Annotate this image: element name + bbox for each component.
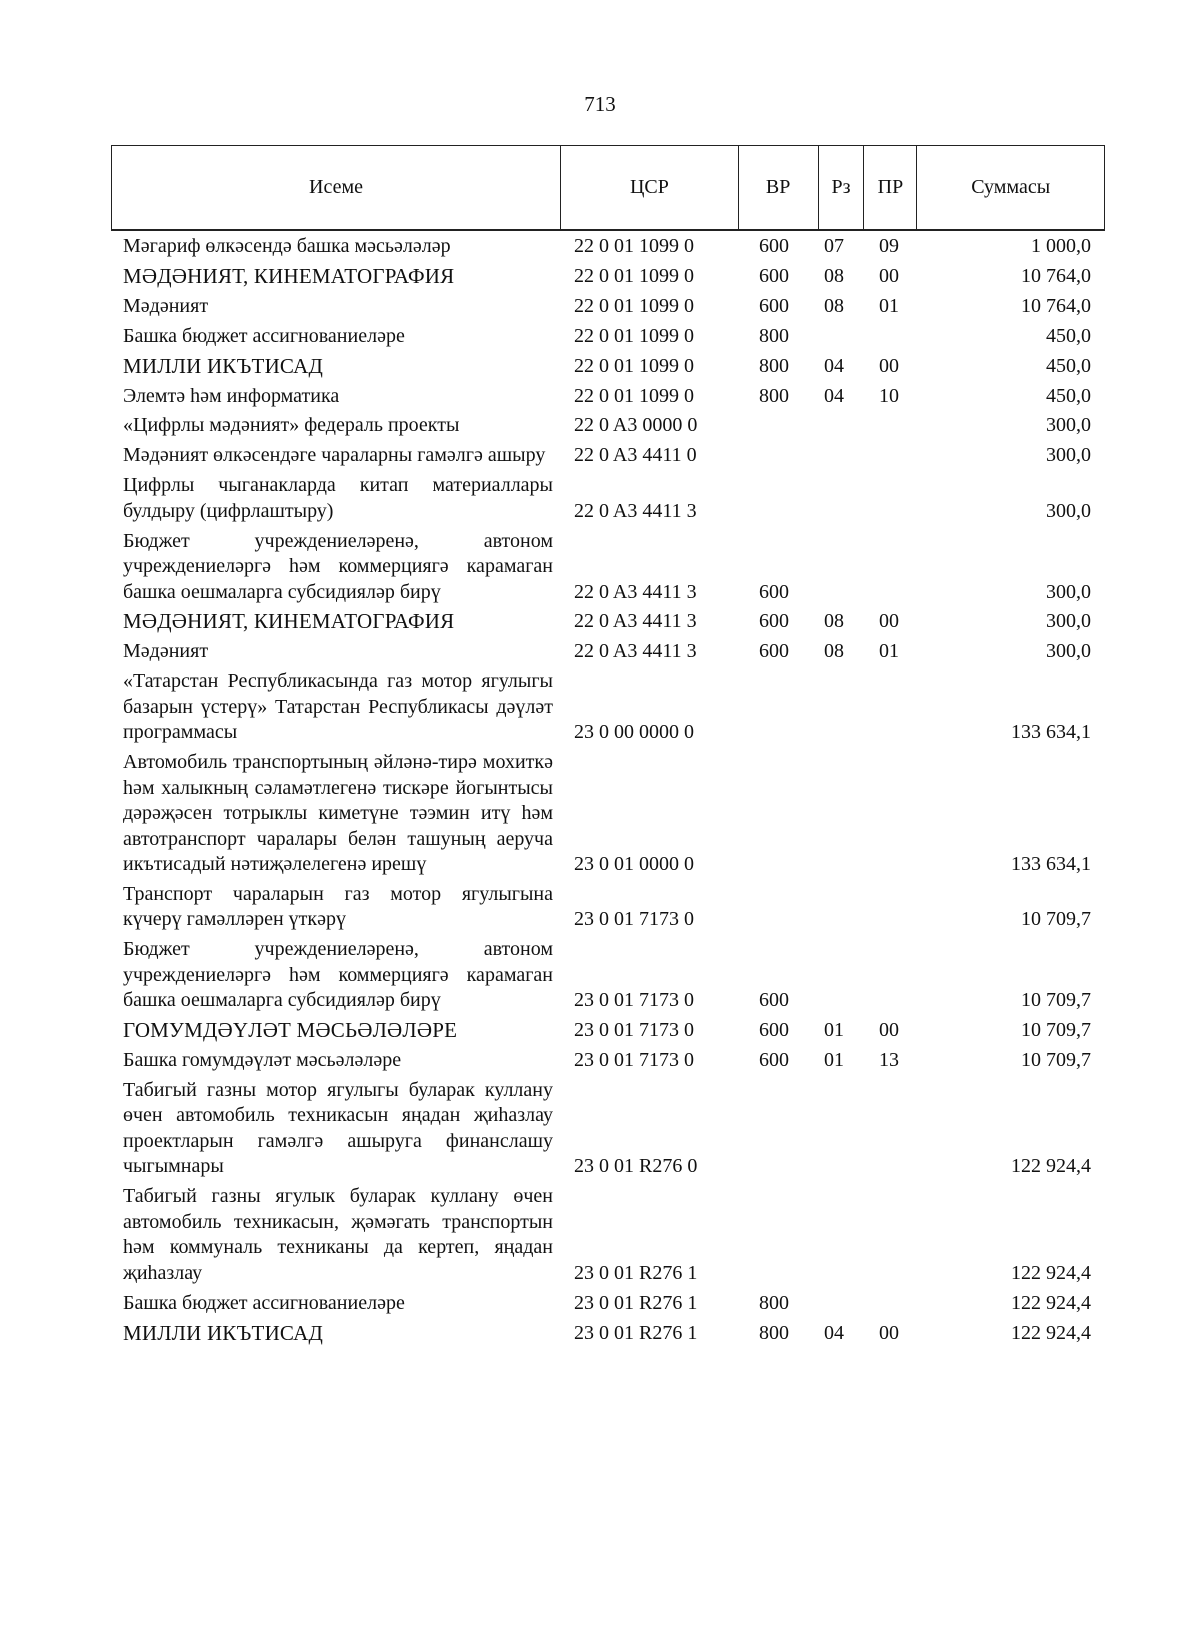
row-sum: 300,0 [1046, 499, 1091, 522]
table-row [111, 526, 1105, 607]
table-row [111, 1182, 1105, 1288]
row-name: Автомобиль транспортының әйләнә-тирә мохиткә һәм халыкның сәламәтлегенә тискәре йогынтысы дәрәҗәсен тотрыклы киметүне тәэмин итү һәм автотранспорт чаралары белән ташуның аеруча икътисадый нәтиҗәлелегенә ирешү [123, 751, 553, 876]
row-vr: 800 [759, 1321, 789, 1344]
row-sum: 10 709,7 [1021, 1049, 1091, 1072]
table-row [111, 262, 1105, 292]
row-name: Башка бюджет ассигнованиеләре [123, 324, 405, 347]
row-sum: 450,0 [1046, 354, 1091, 377]
row-csr: 22 0 A3 4411 3 [574, 580, 697, 603]
table-row [111, 381, 1105, 411]
row-rz: 07 [824, 235, 844, 258]
row-rz: 01 [824, 1019, 844, 1042]
row-vr: 600 [759, 294, 789, 317]
row-sum: 10 709,7 [1021, 989, 1091, 1012]
row-rz: 01 [824, 1049, 844, 1072]
row-pr: 00 [879, 610, 899, 633]
row-csr: 22 0 01 1099 0 [574, 384, 694, 407]
row-rz: 04 [824, 1321, 844, 1344]
table-row [111, 607, 1105, 637]
row-pr: 00 [879, 354, 899, 377]
row-csr: 23 0 01 R276 1 [574, 1291, 698, 1314]
row-csr: 23 0 01 7173 0 [574, 1019, 694, 1042]
row-sum: 133 634,1 [1011, 853, 1091, 876]
header-csr: ЦСР [561, 146, 739, 229]
row-rz: 04 [824, 354, 844, 377]
table-row [111, 1289, 1105, 1319]
row-name: Мәдәният [123, 294, 209, 317]
table-row [111, 322, 1105, 352]
table-row [111, 880, 1105, 935]
row-vr: 600 [759, 610, 789, 633]
row-name: Табигый газны мотор ягулыгы буларак куллану өчен автомобиль техникасын яңадан җиһазлау проектларын гамәлгә ашыруга финанслашу чыгымнары [123, 1078, 553, 1178]
row-name: МӘДӘНИЯТ, КИНЕМАТОГРАФИЯ [123, 609, 455, 634]
row-rz: 04 [824, 384, 844, 407]
row-vr: 800 [759, 324, 789, 347]
table-row [111, 667, 1105, 748]
row-name: ГОМУМДӘҮЛӘТ МӘСЬӘЛӘЛӘРЕ [123, 1018, 458, 1043]
row-csr: 22 0 A3 4411 3 [574, 610, 697, 633]
row-pr: 13 [879, 1049, 899, 1072]
row-vr: 800 [759, 354, 789, 377]
row-sum: 450,0 [1046, 324, 1091, 347]
row-csr: 23 0 01 R276 0 [574, 1155, 698, 1178]
row-name: Мәдәният өлкәсендәге чараларны гамәлгә ашыру [123, 444, 546, 467]
row-csr: 22 0 01 1099 0 [574, 354, 694, 377]
row-name: «Татарстан Республикасында газ мотор ягулыгы базарын үстерү» Татарстан Республикасы дәүләт программасы [123, 670, 553, 744]
header-name: Исеме [112, 146, 561, 229]
row-name: МӘДӘНИЯТ, КИНЕМАТОГРАФИЯ [123, 264, 455, 289]
row-sum: 300,0 [1046, 610, 1091, 633]
row-pr: 01 [879, 294, 899, 317]
row-sum: 10 764,0 [1021, 265, 1091, 288]
page-number: 713 [584, 92, 616, 116]
row-csr: 23 0 01 R276 1 [574, 1321, 698, 1344]
row-vr: 600 [759, 640, 789, 663]
row-rz: 08 [824, 640, 844, 663]
header-vr: ВР [739, 146, 819, 229]
table-row [111, 1318, 1105, 1348]
row-pr: 01 [879, 640, 899, 663]
budget-table [111, 145, 1105, 1348]
row-csr: 22 0 A3 4411 3 [574, 499, 697, 522]
row-csr: 22 0 01 1099 0 [574, 235, 694, 258]
row-name: Цифрлы чыганакларда китап материаллары булдыру (цифрлаштыру) [123, 474, 553, 522]
row-vr: 600 [759, 580, 789, 603]
table-header [111, 145, 1105, 231]
row-sum: 300,0 [1046, 414, 1091, 437]
row-pr: 00 [879, 265, 899, 288]
row-name: МИЛЛИ ИКЪТИСАД [123, 353, 323, 378]
row-csr: 22 0 A3 0000 0 [574, 414, 698, 437]
row-name: Мәдәният [123, 640, 209, 663]
row-vr: 600 [759, 989, 789, 1012]
row-name: Мәгариф өлкәсендә башка мәсьәләләр [123, 235, 451, 258]
row-vr: 800 [759, 384, 789, 407]
row-sum: 10 709,7 [1021, 908, 1091, 931]
row-name: «Цифрлы мәдәният» федераль проекты [123, 414, 460, 437]
row-pr: 10 [879, 384, 899, 407]
row-sum: 1 000,0 [1031, 235, 1091, 258]
row-sum: 450,0 [1046, 384, 1091, 407]
row-pr: 00 [879, 1019, 899, 1042]
row-csr: 23 0 01 0000 0 [574, 853, 694, 876]
table-row [111, 1076, 1105, 1182]
row-pr: 09 [879, 235, 899, 258]
row-csr: 23 0 00 0000 0 [574, 721, 694, 744]
table-row [111, 232, 1105, 262]
row-name: Бюджет учреждениеләренә, автоном учреждениеләргә һәм коммерциягә карамаган башка оешмаларга субсидияләр бирү [123, 938, 553, 1012]
row-pr: 00 [879, 1321, 899, 1344]
table-row [111, 637, 1105, 667]
row-vr: 600 [759, 1049, 789, 1072]
table-row [111, 411, 1105, 441]
row-vr: 600 [759, 265, 789, 288]
row-name: Элемтә һәм информатика [123, 384, 340, 407]
table-body [111, 232, 1105, 1348]
row-csr: 22 0 01 1099 0 [574, 265, 694, 288]
header-pr: ПР [864, 146, 917, 229]
table-row [111, 471, 1105, 526]
row-csr: 23 0 01 R276 1 [574, 1261, 698, 1284]
row-sum: 300,0 [1046, 444, 1091, 467]
row-rz: 08 [824, 610, 844, 633]
row-csr: 23 0 01 7173 0 [574, 989, 694, 1012]
row-sum: 122 924,4 [1011, 1155, 1091, 1178]
table-row [111, 292, 1105, 322]
row-vr: 800 [759, 1291, 789, 1314]
table-row [111, 1016, 1105, 1046]
table-row [111, 748, 1105, 880]
row-csr: 22 0 01 1099 0 [574, 324, 694, 347]
row-csr: 22 0 A3 4411 3 [574, 640, 697, 663]
row-sum: 10 764,0 [1021, 294, 1091, 317]
row-name: Табигый газны ягулык буларак куллану өчен автомобиль техникасын, җәмәгать транспортын һәм коммуналь техниканы да кертеп, яңадан җиһазлау [123, 1185, 553, 1284]
header-sum: Суммасы [971, 176, 1051, 198]
row-sum: 122 924,4 [1011, 1291, 1091, 1314]
row-rz: 08 [824, 265, 844, 288]
row-vr: 600 [759, 1019, 789, 1042]
row-rz: 08 [824, 294, 844, 317]
table-row [111, 935, 1105, 1016]
row-sum: 133 634,1 [1011, 721, 1091, 744]
row-csr: 22 0 01 1099 0 [574, 294, 694, 317]
row-name: Башка гомумдәүләт мәсьәләләре [123, 1049, 402, 1072]
row-csr: 23 0 01 7173 0 [574, 908, 694, 931]
row-sum: 10 709,7 [1021, 1019, 1091, 1042]
row-name: Бюджет учреждениеләренә, автоном учреждениеләргә һәм коммерциягә карамаган башка оешмаларга субсидияләр бирү [123, 529, 553, 603]
row-name: Башка бюджет ассигнованиеләре [123, 1291, 405, 1314]
row-sum: 122 924,4 [1011, 1321, 1091, 1344]
row-sum: 122 924,4 [1011, 1261, 1091, 1284]
table-row [111, 352, 1105, 382]
row-csr: 23 0 01 7173 0 [574, 1049, 694, 1072]
row-csr: 22 0 A3 4411 0 [574, 444, 697, 467]
row-vr: 600 [759, 235, 789, 258]
header-rz: Рз [819, 146, 865, 229]
row-name: Транспорт чараларын газ мотор ягулыгына күчерү гамәлләрен үткәрү [123, 882, 553, 931]
row-sum: 300,0 [1046, 580, 1091, 603]
row-sum: 300,0 [1046, 640, 1091, 663]
table-row [111, 1046, 1105, 1076]
table-row [111, 441, 1105, 471]
row-name: МИЛЛИ ИКЪТИСАД [123, 1320, 323, 1345]
